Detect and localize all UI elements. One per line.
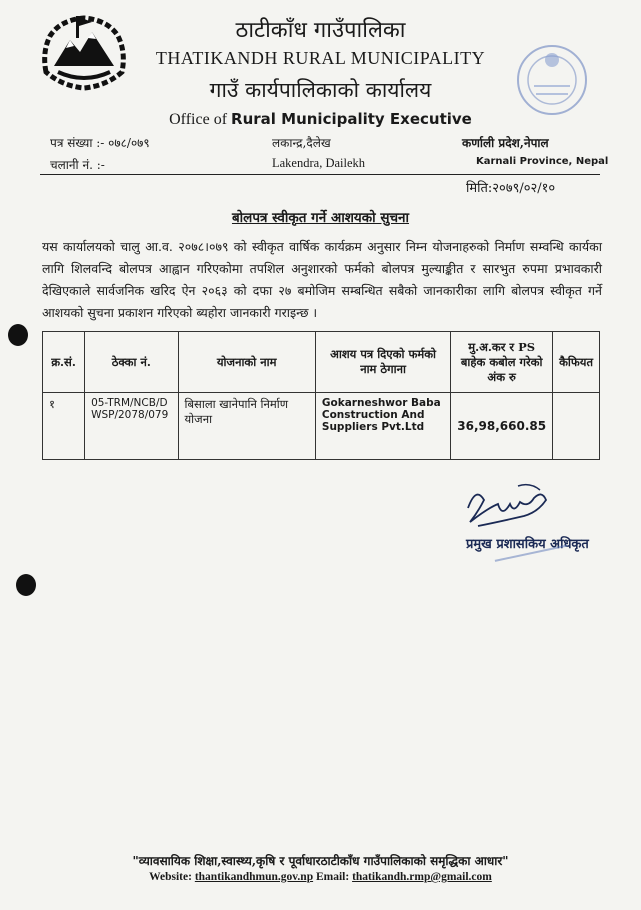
- notice-body: यस कार्यालयको चालु आ.व. २०७८।०७९ को स्वीकृत वार्षिक कार्यक्रम अनुसार निम्न योजनाहरुको निर्माण सम्वन्धि कार्यका लागि शिलवन्दि बोलपत्र आह्वान गरिएकोमा तपशिल अनुशारको फर्मको बोलपत्र मुल्याङ्कीत र सारभुत रुपमा प्रभावकारी देखिएकाले सार्वजनिक खरिद ऐन २०६३ को दफा २७ बमोजिम सम्बन्धित सबैको जानकारीका लागि बोलपत्र स्वीकृत गर्ने आशयको सुचना प्रकाशन गरिएको ब्यहोरा जानकारी गराइन्छ ।: [42, 239, 602, 320]
- website-link[interactable]: thantikandhmun.gov.np: [194, 871, 314, 883]
- office-name-nepali: गाउँ कार्यपालिकाको कार्यालय: [209, 78, 432, 102]
- website-label: Website:: [149, 871, 192, 883]
- contract-table: [42, 331, 600, 460]
- signature: [458, 478, 558, 536]
- table-header-row: [43, 332, 600, 393]
- notice-subject: बोलपत्र स्वीकृत गर्ने आशयको सुचना: [231, 210, 410, 226]
- header-remarks: कैफियत: [553, 332, 600, 393]
- dispatch-number: चलानी नं. :-: [50, 158, 105, 172]
- punch-hole-mark: [8, 324, 28, 346]
- office-name-english: [0, 110, 641, 129]
- municipality-name-nepali: ठाटीकाँध गाउँपालिका: [235, 18, 406, 43]
- cell-remarks: [553, 393, 600, 460]
- table-row: [43, 393, 600, 460]
- cell-sn: १: [43, 393, 85, 460]
- cell-firm: Gokarneshwor Baba Construction And Suppliers Pvt.Ltd: [315, 393, 450, 460]
- province-english: Karnali Province, Nepal: [476, 156, 609, 167]
- footer-slogan: "व्यावसायिक शिक्षा,स्वास्थ्य,कृषि र पूर्वाधारठाटीकाँध गाउँपालिकाको समृद्धिका आधार": [132, 854, 509, 868]
- location-english: Lakendra, Dailekh: [272, 156, 366, 170]
- location-nepali: लकान्द्र,दैलेख: [272, 136, 331, 150]
- province-nepali: कर्णाली प्रदेश,नेपाल: [462, 136, 549, 150]
- punch-hole-mark: [16, 574, 36, 596]
- header-project-name: योजनाको नाम: [178, 332, 315, 393]
- header-sn: क्र.सं.: [43, 332, 85, 393]
- letter-number: पत्र संख्या :- ०७८/०७९: [50, 136, 150, 150]
- municipality-name-english: THATIKANDH RURAL MUNICIPALITY: [155, 48, 486, 68]
- cell-project-name: बिसाला खानेपानि निर्माण योजना: [178, 393, 315, 460]
- header-firm: आशय पत्र दिएको फर्मको नाम ठेगाना: [315, 332, 450, 393]
- footer-contact: [0, 871, 641, 883]
- signatory-title: प्रमुख प्रशासकिय अधिकृत: [466, 537, 589, 552]
- letter-date: मिति:२०७९/०२/१०: [466, 181, 556, 196]
- cell-amount: 36,98,660.85: [451, 393, 553, 460]
- header-divider: [40, 174, 600, 175]
- email-label: Email:: [315, 871, 350, 883]
- header-contract-no: ठेक्का नं.: [85, 332, 178, 393]
- office-bold: Rural Municipality Executive: [231, 110, 472, 128]
- office-prefix: Office of: [169, 111, 228, 128]
- header-amount: मु.अ.कर र PS बाहेक कबोल गरेको अंक रु: [451, 332, 553, 393]
- email-link[interactable]: thatikandh.rmp@gmail.com: [352, 871, 492, 883]
- cell-contract-no: 05-TRM/NCB/DWSP/2078/079: [85, 393, 178, 460]
